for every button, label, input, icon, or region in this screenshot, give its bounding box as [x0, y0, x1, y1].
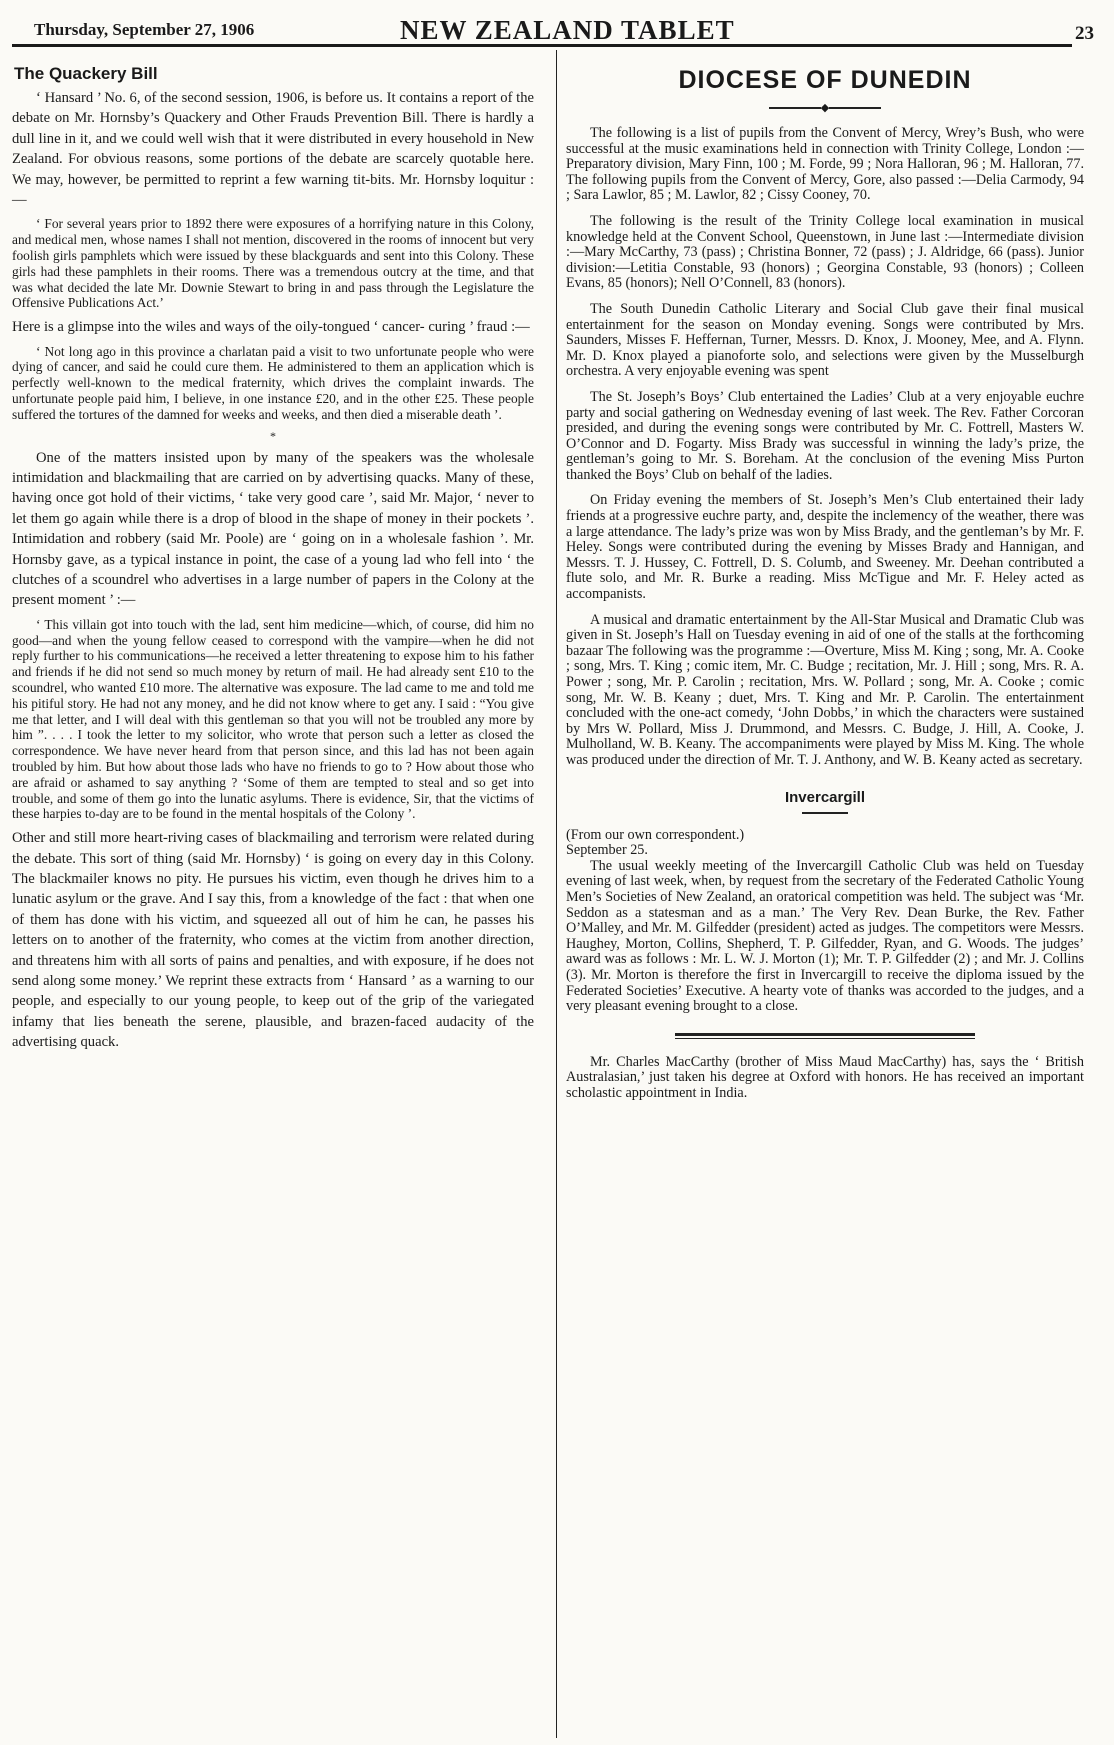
paper-title: NEW ZEALAND TABLET — [400, 15, 735, 45]
double-rule — [675, 1033, 975, 1039]
right-column — [566, 56, 1084, 1101]
sub-heading: Invercargill — [784, 788, 866, 806]
short-rule — [802, 812, 848, 814]
diamond-icon: ◆ — [820, 102, 830, 114]
section-star: * — [270, 428, 276, 443]
article-paragraph: Other and still more heart-riving cases of blackmailing and terrorism were related during the debate. This sort of thing (said Mr. Hornsby) ‘ is going on every day in this Colony. The blackmailer knows no pity. He pursues his victim, even though he drives him to a lunatic asylum or the grave. And I say this, from a knowledge of the fact : that when one of them has done with his victim, and squeezed all out of him he can, he passes his letters on to another of the fraternity, who comes at the victim from another direction, and threatens him with all sorts of pains and penalties, and with exposure, if he does not send along some money.’ We reprint these extracts from ‘ Hansard ’ as a warning to our people, and especially to our young people, to keep out of the grip of the variegated infamy that lies beneath the serene, plausible, and brazen-faced audacity of the advertising quack. — [12, 830, 534, 1051]
page-number: 23 — [1075, 23, 1094, 44]
column-rule — [556, 50, 557, 1738]
news-paragraph: A musical and dramatic entertainment by the All-Star Musical and Dramatic Club was given in St. Joseph’s Hall on Tuesday evening in aid of one of the stalls at the forthcoming bazaar The following was the programme :—Overture, Miss M. King ; song, Mr. A. Cooke ; song, Mrs. T. King ; comic item, Mr. C. Budge ; recitation, Mr. J. Hill ; song, Mrs. R. A. Power ; song, Mr. P. Carolin ; recitation, Mrs. W. Pollard ; song, Mr. A. Cooke ; comic song, Mr. W. B. Keany ; duet, Mrs. T. King and Mr. P. Carolin. The entertainment concluded with the one-act comedy, ‘John Dobbs,’ in which the characters were sustained by Mrs W. Pollard, Miss J. Drummond, and Messrs. C. Budge, J. Hill, A. Cooke, J. Mulholland, W. B. Keany. The accompaniments were played by Miss M. King. The whole was produced under the direction of Mr. T. J. Anthony, and W. B. Keany acted as secretary. — [566, 611, 1084, 768]
masthead — [12, 4, 1094, 47]
article-heading: The Quackery Bill — [14, 64, 158, 83]
news-paragraph: Mr. Charles MacCarthy (brother of Miss Maud MacCarthy) has, says the ‘ British Australasian,’ just taken his degree at Oxford with honors. He has received an important scholastic appointment in India. — [566, 1053, 1084, 1101]
news-paragraph: The following is the result of the Trinity College local examination in musical knowledge held at the Convent School, Queenstown, in June last :—Intermediate division :—Mary McCarthy, 73 (pass) ; Christina Bonner, 72 (pass) ; J. Aldridge, 66 (pass). Junior division:—Letitia Constable, 93 (honors) ; Georgina Constable, 93 (honors) ; Colleen Evans, 85 (honors); Nell O’Connell, 83 (honors). — [566, 212, 1084, 292]
article-paragraph: Here is a glimpse into the wiles and ways of the oily-tongued ‘ cancer- curing ’ fraud :— — [12, 319, 530, 336]
quotation: ‘ This villain got into touch with the lad, sent him medicine—which, of course, did him no good—and when the young fellow ceased to correspond with the vampire—when he did not reply further to his communications—he received a letter threatening to expose him to his father and friends if he did not send so much money by return of mail. He had already sent £10 to the scoundrel, who wanted £10 more. The alternative was exposure. The lad came to me and told me his pitiful story. He had not any money, and he did not know where to get any. I said : “You give me that letter, and I will deal with this gentleman so that you will not be troubled any more by him ”. . . . I took the letter to my solicitor, who wrote that person such a letter as closed the correspondence. We have never heard from that person since, and this lad has not been again troubled by him. But how about those lads who have no friends to go to ? How about those who are afraid or ashamed to say anything ? ‘Some of them are tempted to steal and so get into trouble, and some of them go into the lunatic asylums. There is evidence, Sir, that the victims of these harpies to-day are to be found in the mental hospitals of the Colony ’. — [12, 616, 534, 822]
article-paragraph: One of the matters insisted upon by many of the speakers was the wholesale intimidation and blackmailing that are carried on by advertising quacks. Many of these, having once got hold of their victims, ‘ take very good care ’, said Mr. Major, ‘ never to let them go again while there is a drop of blood in the shape of money in their pockets ’. Intimidation and robbery (said Mr. Poole) are ‘ going on in a wholesale fashion ’. Mr. Hornsby gave, as a typical instance in point, the case of a young lad who fell into ‘ the clutches of a scoundrel who advertises in a large number of papers in the Colony at the present moment ’ :— — [12, 449, 534, 609]
section-heading: DIOCESE OF DUNEDIN — [678, 66, 972, 94]
news-paragraph: On Friday evening the members of St. Joseph’s Men’s Club entertained their lady friends at a progressive euchre party, and, despite the inclemency of the weather, there was a large attendance. The lady’s prize was won by Miss Brady, and the gentleman’s by Mr. F. Heley. Songs were contributed during the evening by Misses Brady and Hannigan, and Messrs. T. J. Hussey, C. Fottrell, D. S. Columb, and Sweeney. Mr. Deehan contributed a flute solo, and Mr. R. Burke a reading. Miss McTigue and Mr. F. Heley acted as accompanists. — [566, 492, 1084, 603]
correspondent-line: (From our own correspondent.) — [566, 826, 745, 843]
issue-date: Thursday, September 27, 1906 — [34, 20, 255, 39]
news-paragraph: The St. Joseph’s Boys’ Club entertained the Ladies’ Club at a very enjoyable euchre party and social gathering on Wednesday evening of last week. The Rev. Father Corcoran presided, and during the evening songs were contributed by Mr. C. Fottrell, Masters W. O’Connor and D. Fogarty. Miss Brady was successful in winning the lady’s prize, the gentleman’s going to Mr. S. Boreham. At the conclusion of the evening Miss Purton thanked the Boys’ Club on behalf of the ladies. — [566, 388, 1084, 483]
article-paragraph: ‘ Hansard ’ No. 6, of the second session, 1906, is before us. It contains a report of the debate on Mr. Hornsby’s Quackery and Other Frauds Prevention Bill. There is hardly a dull line in it, and we could well wish that it were distributed in every household in New Zealand. For obvious reasons, some portions of the debate are scarcely quotable here. We may, however, be permitted to reprint a few warning tit-bits. Mr. Hornsby loquitur :— — [12, 90, 534, 209]
left-column — [12, 56, 534, 1053]
dateline: September 25. — [566, 842, 648, 859]
heading-ornament — [566, 101, 1084, 114]
news-paragraph: The usual weekly meeting of the Invercargill Catholic Club was held on Tuesday evening of last week, when, by request from the secretary of the Federated Catholic Young Men’s Societies of New Zealand, an oratorical competition was held. The subject was ‘Mr. Seddon as a statesman and as a man.’ The Very Rev. Dean Burke, the Rev. Father O’Malley, and Mr. M. Gilfedder (president) acted as judges. The competitors were Messrs. Haughey, Morton, Collins, Shepherd, T. P. Gilfedder, Ryan, and G. Woods. The judges’ award was as follows : Mr. L. W. J. Morton (1); Mr. T. P. Gilfedder (2) ; and Mr. J. Collins (3). Mr. Morton is therefore the first in Invercargill to receive the diploma issued by the Federated Societies’ Executive. A hearty vote of thanks was accorded to the judges, and a very pleasant evening brought to a close. — [566, 857, 1084, 1015]
news-paragraph: The following is a list of pupils from the Convent of Mercy, Wrey’s Bush, who were successful at the music examinations held in connection with Trinity College, London :—Preparatory division, Mary Finn, 100 ; M. Forde, 99 ; Nora Halloran, 96 ; M. Halloran, 77. The following pupils from the Convent of Mercy, Gore, also passed :—Delia Carmody, 94 ; Sara Lawlor, 85 ; M. Lawlor, 82 ; Cissy Cooney, 70. — [566, 125, 1084, 204]
quotation: ‘ Not long ago in this province a charlatan paid a visit to two unfortunate people who were dying of cancer, and said he could cure them. He administered to them an application which is perfectly well-known to the medical fraternity, which drives the complaint inwards. The unfortunate people paid him, I believe, in one instance £20, and in the other £25. These people suffered the tortures of the damned for weeks and weeks, and then died a miserable death ’. — [12, 343, 534, 422]
quotation: ‘ For several years prior to 1892 there were exposures of a horrifying nature in this Colony, and medical men, whose names I shall not mention, discovered in the rooms of innocent but very foolish girls pamphlets which were issued by these blackguards and sent into this Colony. These girls had these pamphlets in their rooms. There was a tremendous outcry at the time, and that was what decided the late Mr. Downie Stewart to bring in and pass through the Legislature the Offensive Publications Act.’ — [12, 216, 534, 311]
news-paragraph: The South Dunedin Catholic Literary and Social Club gave their final musical entertainment for the season on Monday evening. Songs were contributed by Mrs. Saunders, Misses F. Heffernan, Turner, Messrs. D. Knox, J. Mooney, Mee, and A. Flynn. Mr. D. Knox played a pianoforte solo, and selections were given by the Musselburgh orchestra. A very enjoyable evening was spent — [566, 300, 1084, 380]
